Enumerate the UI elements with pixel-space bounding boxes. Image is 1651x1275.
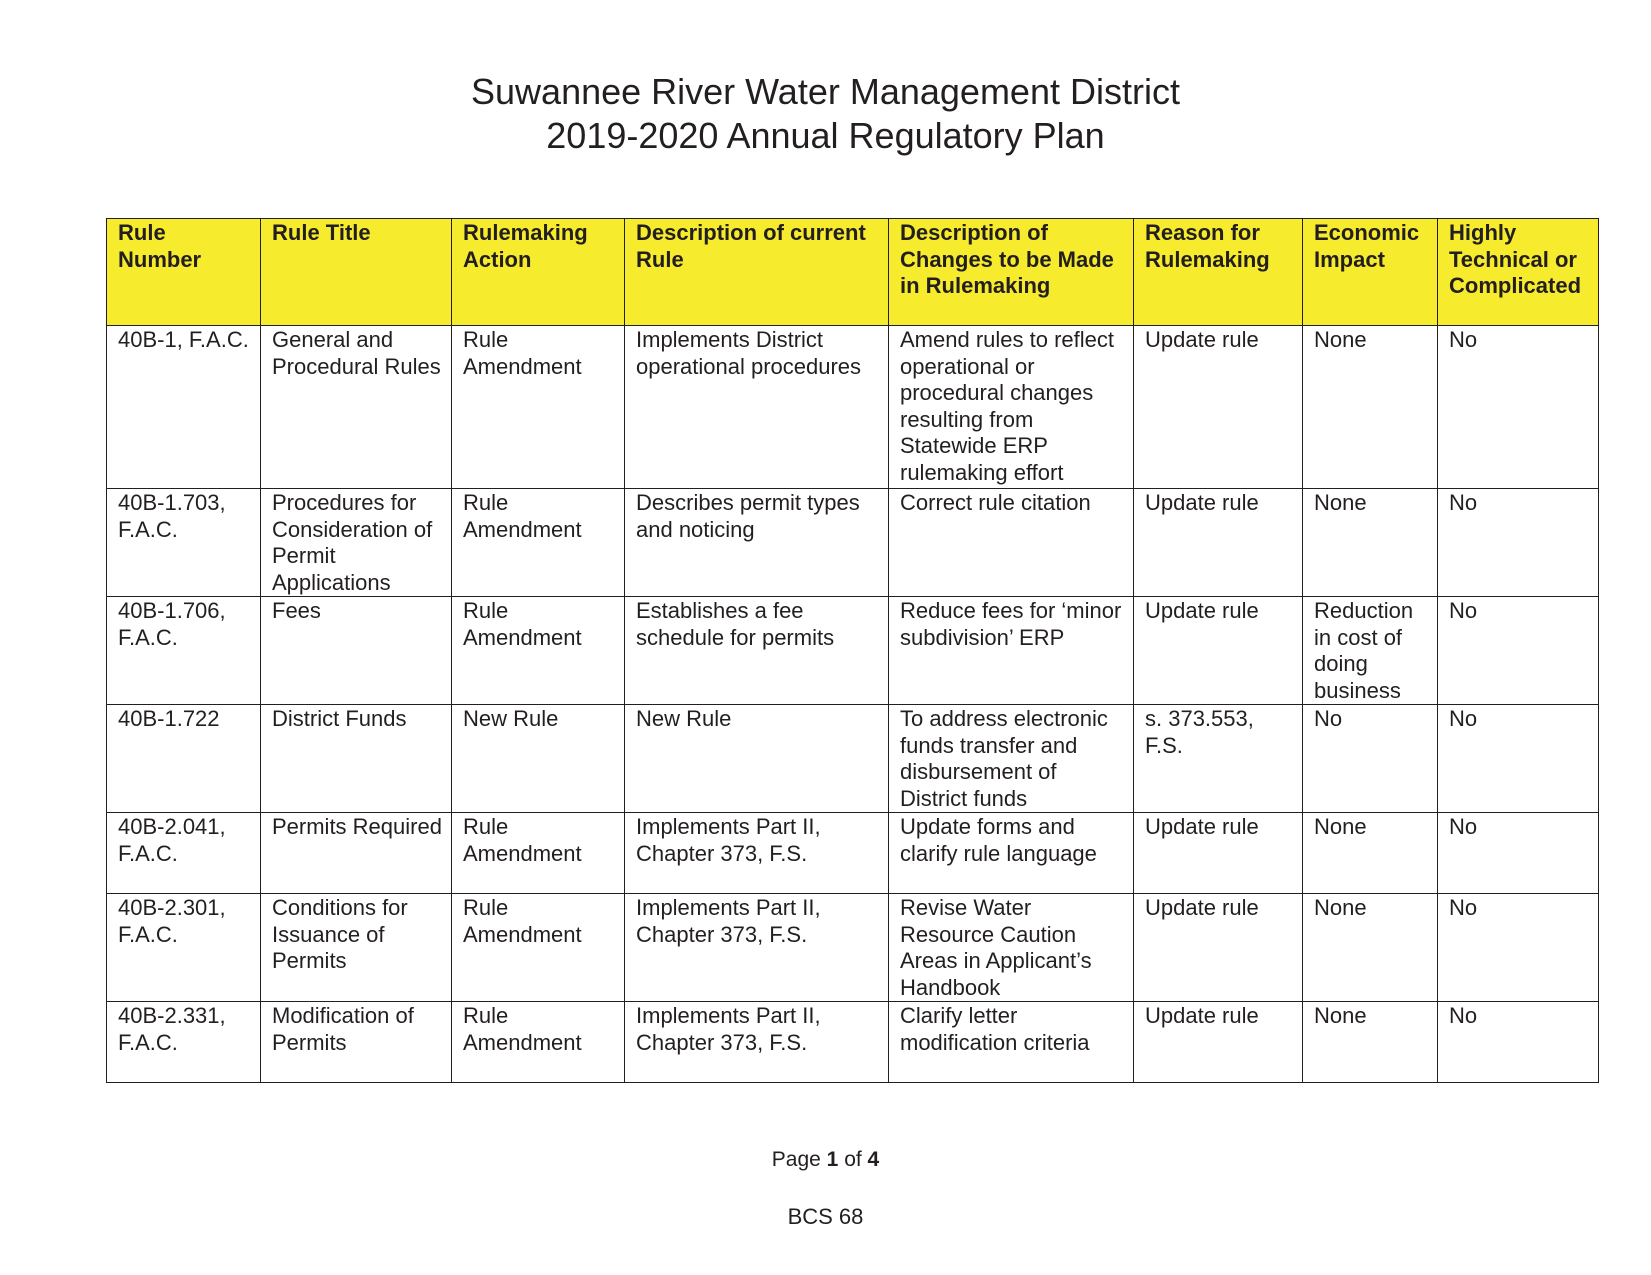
cell-current-rule: Implements Part II, Chapter 373, F.S. <box>625 813 889 894</box>
cell-economic-impact: None <box>1303 894 1438 1002</box>
page-of: of <box>844 1148 862 1171</box>
cell-current-rule: Establishes a fee schedule for permits <box>625 597 889 705</box>
table-row <box>107 705 1599 813</box>
document-title <box>0 70 1651 158</box>
table-row <box>107 597 1599 705</box>
table-row <box>107 1002 1599 1083</box>
cell-economic-impact: No <box>1303 705 1438 813</box>
cell-rule-number: 40B-1, F.A.C. <box>107 326 261 489</box>
cell-rulemaking-action: Rule Amendment <box>452 1002 625 1083</box>
header-current-rule: Description of current Rule <box>625 219 889 326</box>
cell-rule-title: Modification of Permits <box>261 1002 452 1083</box>
cell-economic-impact: None <box>1303 1002 1438 1083</box>
title-line-2: 2019-2020 Annual Regulatory Plan <box>546 115 1105 156</box>
cell-changes: Reduce fees for ‘minor subdivision’ ERP <box>889 597 1134 705</box>
cell-rule-number: 40B-1.703, F.A.C. <box>107 489 261 597</box>
table-row <box>107 326 1599 489</box>
cell-rule-title: Procedures for Consideration of Permit Applications <box>261 489 452 597</box>
cell-reason: Update rule <box>1134 326 1303 489</box>
page-word: Page <box>771 1148 821 1171</box>
table-row <box>107 894 1599 1002</box>
cell-highly-technical: No <box>1438 489 1599 597</box>
page-current: 1 <box>826 1148 839 1171</box>
cell-highly-technical: No <box>1438 597 1599 705</box>
regulatory-plan-table <box>106 218 1599 1083</box>
cell-rule-number: 40B-2.331, F.A.C. <box>107 1002 261 1083</box>
page-total: 4 <box>867 1148 880 1171</box>
cell-rule-title: Fees <box>261 597 452 705</box>
cell-rulemaking-action: Rule Amendment <box>452 597 625 705</box>
cell-rulemaking-action: Rule Amendment <box>452 813 625 894</box>
header-changes: Description of Changes to be Made in Rulemaking <box>889 219 1134 326</box>
cell-current-rule: Describes permit types and noticing <box>625 489 889 597</box>
table-row <box>107 813 1599 894</box>
cell-highly-technical: No <box>1438 326 1599 489</box>
document-code: BCS 68 <box>787 1204 864 1229</box>
cell-changes: Revise Water Resource Caution Areas in Applicant’s Handbook <box>889 894 1134 1002</box>
cell-current-rule: Implements Part II, Chapter 373, F.S. <box>625 1002 889 1083</box>
cell-reason: Update rule <box>1134 597 1303 705</box>
cell-highly-technical: No <box>1438 1002 1599 1083</box>
cell-current-rule: New Rule <box>625 705 889 813</box>
cell-rule-title: District Funds <box>261 705 452 813</box>
cell-rule-number: 40B-2.041, F.A.C. <box>107 813 261 894</box>
cell-changes: To address electronic funds transfer and disbursement of District funds <box>889 705 1134 813</box>
cell-highly-technical: No <box>1438 705 1599 813</box>
header-economic-impact: Economic Impact <box>1303 219 1438 326</box>
cell-economic-impact: Reduction in cost of doing business <box>1303 597 1438 705</box>
cell-highly-technical: No <box>1438 813 1599 894</box>
cell-economic-impact: None <box>1303 326 1438 489</box>
cell-rule-title: General and Procedural Rules <box>261 326 452 489</box>
cell-changes: Update forms and clarify rule language <box>889 813 1134 894</box>
cell-current-rule: Implements District operational procedures <box>625 326 889 489</box>
header-rule-number: Rule Number <box>107 219 261 326</box>
cell-rule-number: 40B-1.706, F.A.C. <box>107 597 261 705</box>
cell-reason: Update rule <box>1134 894 1303 1002</box>
cell-rule-number: 40B-2.301, F.A.C. <box>107 894 261 1002</box>
cell-highly-technical: No <box>1438 894 1599 1002</box>
cell-rule-title: Permits Required <box>261 813 452 894</box>
cell-changes: Clarify letter modification criteria <box>889 1002 1134 1083</box>
cell-reason: s. 373.553, F.S. <box>1134 705 1303 813</box>
header-rulemaking-action: Rulemaking Action <box>452 219 625 326</box>
cell-reason: Update rule <box>1134 813 1303 894</box>
cell-reason: Update rule <box>1134 1002 1303 1083</box>
table-header-row <box>107 219 1599 326</box>
page-number <box>0 1148 1651 1172</box>
cell-reason: Update rule <box>1134 489 1303 597</box>
cell-rule-title: Conditions for Issuance of Permits <box>261 894 452 1002</box>
cell-economic-impact: None <box>1303 813 1438 894</box>
table-row <box>107 489 1599 597</box>
header-highly-technical: Highly Technical or Complicated <box>1438 219 1599 326</box>
title-line-1: Suwannee River Water Management District <box>471 71 1180 112</box>
header-reason: Reason for Rulemaking <box>1134 219 1303 326</box>
cell-changes: Amend rules to reflect operational or procedural changes resulting from Statewide ERP rulemaking effort <box>889 326 1134 489</box>
cell-rule-number: 40B-1.722 <box>107 705 261 813</box>
cell-changes: Correct rule citation <box>889 489 1134 597</box>
cell-rulemaking-action: Rule Amendment <box>452 489 625 597</box>
cell-current-rule: Implements Part II, Chapter 373, F.S. <box>625 894 889 1002</box>
header-rule-title: Rule Title <box>261 219 452 326</box>
cell-rulemaking-action: Rule Amendment <box>452 326 625 489</box>
cell-rulemaking-action: Rule Amendment <box>452 894 625 1002</box>
cell-economic-impact: None <box>1303 489 1438 597</box>
cell-rulemaking-action: New Rule <box>452 705 625 813</box>
